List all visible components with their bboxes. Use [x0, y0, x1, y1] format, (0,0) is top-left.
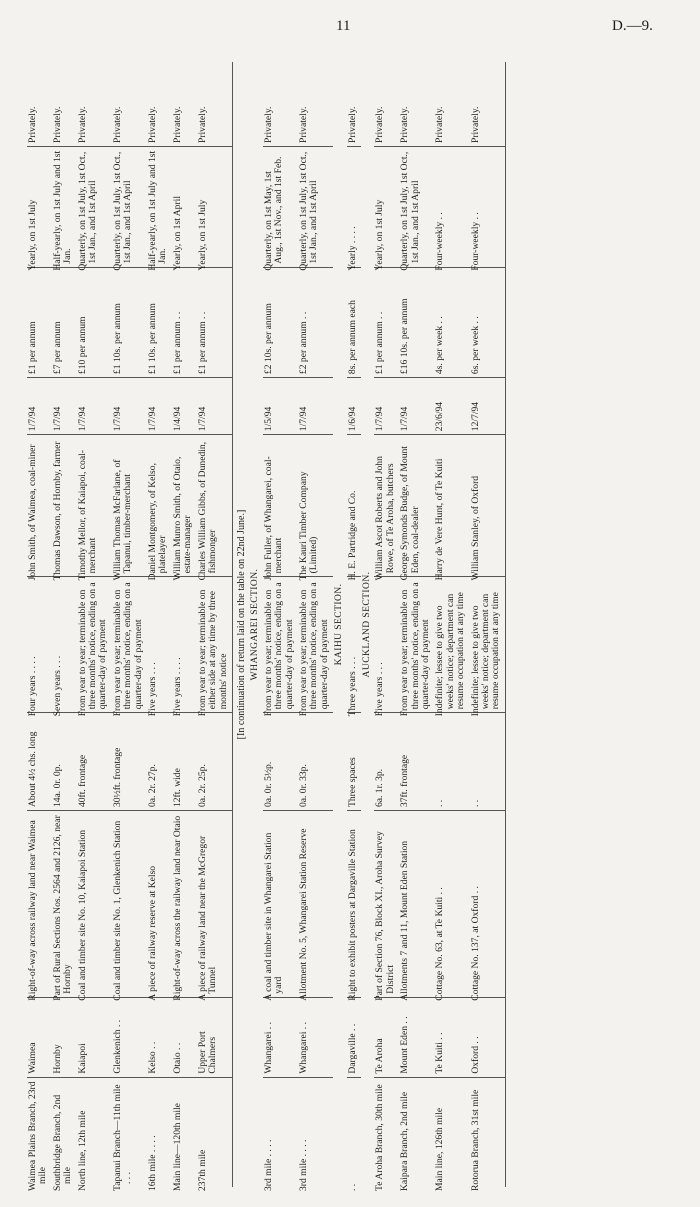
cell-line-mileage: 237th mile [196, 1149, 208, 1191]
cell-lessee: William Ascot Roberts and John Rowe, of Te Aroha, butchers [374, 435, 399, 577]
cell-how-disposed: Privately. [399, 62, 434, 147]
cell-term: Five years . . . [374, 577, 399, 713]
cell-rent: £1 10s. per annum [112, 267, 147, 377]
table-row [347, 62, 361, 1187]
table-bottom-rule [505, 62, 512, 1187]
cell-rent: £1 per annum [27, 267, 52, 377]
cell-lessee: John Fuller, of Whangarei, coal-merchant [263, 435, 298, 577]
cell-station: Glenkenich . . [112, 997, 147, 1077]
cell-payment-terms: Yearly, on 1st July [374, 147, 399, 268]
cell-how-disposed: Privately. [147, 62, 172, 147]
cell-payment-terms: Four-weekly . . [470, 147, 506, 268]
cell-rent: £2 per annum . . [298, 267, 333, 377]
cell-payment-terms: Yearly, on 1st July [27, 147, 52, 268]
cell-area: 0a. 2r. 27p. [147, 713, 172, 811]
cell-rent: £1 per annum . . [374, 267, 399, 377]
cell-lessee: William Thomas McFarlane, of Tapanui, timber-merchant [112, 435, 147, 577]
cell-rent: £16 10s. per annum [399, 267, 434, 377]
cell-how-disposed: Privately. [52, 62, 77, 147]
cell-line-mileage: 3rd mile . . . . [297, 1139, 309, 1191]
cell-station: Te Kuiti . . [434, 997, 469, 1077]
cell-commencement-date: 1/4/94 [172, 378, 197, 435]
cell-area: 12ft. wide [172, 713, 197, 811]
cell-area: . . [470, 713, 506, 811]
cell-area: 0a. 2r. 25p. [197, 713, 233, 811]
cell-rent: £2 10s. per annum [263, 267, 298, 377]
section-heading-text: KAIHU SECTION. [333, 583, 345, 666]
cell-term: From year to year; terminable on three months' notice, ending on a quarter-day of payment [399, 577, 434, 713]
cell-term: Four years . . . . [27, 577, 52, 713]
cell-line-mileage: Main line, 126th mile [434, 1107, 446, 1191]
cell-description: Coal and timber site No. 1, Glenkenich Station [112, 811, 147, 998]
cell-line-mileage: Southbridge Branch, 2nd mile [51, 1094, 74, 1191]
cell-area: 37ft. frontage [399, 713, 434, 811]
cell-station: Hornby [52, 997, 77, 1077]
cell-station: Otaio . . [172, 997, 197, 1077]
cell-term: Five years . . . [147, 577, 172, 713]
cell-description: Part of Section 76, Block XI., Aroha Survey District [374, 811, 399, 998]
cell-how-disposed: Privately. [263, 62, 298, 147]
cell-term: Seven years . . . [52, 577, 77, 713]
cell-description: Cottage No. 63, at Te Kuiti . . [434, 811, 469, 998]
cell-description: A piece of railway land near the McGregor Tunnel [197, 811, 233, 998]
cell-commencement-date: 1/7/94 [147, 378, 172, 435]
cell-description: Cottage No. 137, at Oxford . . [470, 811, 506, 998]
page-number: 11 [336, 18, 351, 34]
cell-line-mileage: 16th mile . . . . [147, 1135, 159, 1191]
cell-payment-terms: Yearly, on 1st April [172, 147, 197, 268]
cell-commencement-date: 1/7/94 [298, 378, 333, 435]
cell-term: From year to year; terminable on three months' notice, ending on a quarter-day of payment [298, 577, 333, 713]
cell-payment-terms: Half-yearly, on 1st July and 1st Jan. [52, 147, 77, 268]
cell-line-mileage: 3rd mile . . . . [262, 1139, 274, 1191]
table-row [77, 62, 112, 1187]
cell-payment-terms: Half-yearly, on 1st July and 1st Jan. [147, 147, 172, 268]
cell-line-mileage: North line, 12th mile [76, 1110, 88, 1191]
cell-station: Waimea [27, 997, 52, 1077]
cell-line-mileage: Waimea Plains Branch, 23rd mile [27, 1081, 49, 1191]
cell-description: Right-of-way across the railway land near Otaio [172, 811, 197, 998]
cell-area: Three spaces [347, 713, 361, 811]
table-row [27, 62, 52, 1187]
cell-lessee: H. E. Partridge and Co. [347, 435, 361, 577]
cell-how-disposed: Privately. [347, 62, 361, 147]
cell-line-mileage: . . [346, 1183, 358, 1191]
cell-term: From year to year; terminable on either side at any time by three months' notice [197, 577, 233, 713]
cell-station: Upper Port Chalmers [197, 997, 233, 1077]
cell-station: Whangarei . . [263, 997, 298, 1077]
table-row [434, 62, 469, 1187]
cell-term: Indefinite; lessee to give two weeks' notice; department can resume occupation at any time [470, 577, 506, 713]
cell-term: Indefinite; lessee to give two weeks' notice; department can resume occupation at any time [434, 577, 469, 713]
cell-how-disposed: Privately. [77, 62, 112, 147]
table-row [147, 62, 172, 1187]
section-heading-text: WHANGAREI SECTION. [249, 568, 261, 681]
cell-area: 0a. 0r. 33p. [298, 713, 333, 811]
cell-payment-terms: Yearly . . . . [347, 147, 361, 268]
rotated-table-container [27, 62, 677, 1191]
cell-rent: 8s. per annum each [347, 267, 361, 377]
cell-rent: £1 per annum . . [172, 267, 197, 377]
cell-description: Right to exhibit posters at Dargaville Station [347, 811, 361, 998]
cell-description: Part of Rural Sections Nos. 2564 and 2126, near Hornby [52, 811, 77, 998]
cell-term: From year to year; terminable on three months' notice, ending on a quarter-day of payment [112, 577, 147, 713]
cell-term: From year to year; terminable on three months' notice, ending on a quarter-day of payment [77, 577, 112, 713]
cell-line-mileage: Rotorua Branch, 31st mile [469, 1089, 481, 1191]
cell-lessee: The Kauri Timber Company (Limited) [298, 435, 333, 577]
cell-line-mileage: Kaipara Branch, 2nd mile [399, 1091, 411, 1191]
continuation-note [232, 62, 249, 1187]
cell-station: Oxford . . [470, 997, 506, 1077]
cell-lessee: Daniel Montgomery, of Kelso, platelayer [147, 435, 172, 577]
cell-rent: 6s. per week . . [470, 267, 506, 377]
cell-commencement-date: 1/7/94 [52, 378, 77, 435]
table-bottom-rule-cell [505, 62, 512, 1187]
cell-station: Kelso . . [147, 997, 172, 1077]
cell-payment-terms: Four-weekly . . [434, 147, 469, 268]
cell-commencement-date: 1/7/94 [197, 378, 233, 435]
cell-description: A coal and timber site in Whangarei Station yard [263, 811, 298, 998]
cell-line-mileage: Te Aroha Branch, 30th mile [374, 1084, 386, 1191]
cell-lessee: William Munro Smith, of Otaio, estate-manager [172, 435, 197, 577]
cell-lessee: John Smith, of Waimea, coal-miner [27, 435, 52, 577]
cell-how-disposed: Privately. [172, 62, 197, 147]
cell-rent: £10 per annum [77, 267, 112, 377]
cell-area: About 4½ chs. long [27, 713, 52, 811]
cell-area: 6a. 1r. 3p. [374, 713, 399, 811]
cell-commencement-date: 23/6/94 [434, 378, 469, 435]
cell-line-mileage: Tapanui Branch—11th mile . . . [111, 1084, 134, 1191]
cell-lessee: William Stanley, of Oxford [470, 435, 506, 577]
section-heading [361, 62, 374, 1187]
cell-lessee: Timothy Mellor, of Kaiapoi, coal-merchant [77, 435, 112, 577]
table-row [197, 62, 233, 1187]
cell-rent: £1 per annum . . [197, 267, 233, 377]
cell-description: Coal and timber site No. 10, Kaiapoi Station [77, 811, 112, 998]
cell-rent: 4s. per week . . [434, 267, 469, 377]
cell-description: Allotment No. 5, Whangarei Station Reserve [298, 811, 333, 998]
cell-station: Te Aroha [374, 997, 399, 1077]
section-heading [249, 62, 262, 1187]
continuation-note-text: [In continuation of return laid on the table on 22nd June.] [232, 62, 249, 1187]
page-reference: D.—9. [612, 18, 653, 34]
cell-how-disposed: Privately. [27, 62, 52, 147]
lease-register-table [27, 62, 512, 1191]
cell-commencement-date: 1/7/94 [77, 378, 112, 435]
cell-station: Kaiapoi [77, 997, 112, 1077]
cell-commencement-date: 1/7/94 [27, 378, 52, 435]
cell-line-mileage: Main line—120th mile [171, 1103, 183, 1191]
cell-description: A piece of railway reserve at Kelso [147, 811, 172, 998]
cell-area: 0a. 0r. 5½p. [263, 713, 298, 811]
cell-how-disposed: Privately. [470, 62, 506, 147]
table-row [470, 62, 506, 1187]
cell-payment-terms: Quarterly, on 1st July, 1st Oct., 1st Jan., and 1st April [112, 147, 147, 268]
cell-term: Five years . . . . [172, 577, 197, 713]
cell-commencement-date: 1/7/94 [112, 378, 147, 435]
cell-rent: £7 per annum [52, 267, 77, 377]
cell-commencement-date: 1/5/94 [263, 378, 298, 435]
cell-rent: £1 10s. per annum [147, 267, 172, 377]
cell-payment-terms: Quarterly, on 1st July, 1st Oct., 1st Jan., and 1st April [399, 147, 434, 268]
cell-area: 40ft. frontage [77, 713, 112, 811]
cell-payment-terms: Quarterly, on 1st July, 1st Oct., 1st Jan., and 1st April [298, 147, 333, 268]
cell-how-disposed: Privately. [112, 62, 147, 147]
cell-how-disposed: Privately. [374, 62, 399, 147]
cell-station: Dargaville . . [347, 997, 361, 1077]
cell-payment-terms: Quarterly, on 1st July, 1st Oct., 1st Jan., and 1st April [77, 147, 112, 268]
cell-station: Mount Eden . . [399, 997, 434, 1077]
table-row [52, 62, 77, 1187]
cell-area: 30½ft. frontage [112, 713, 147, 811]
table-row [399, 62, 434, 1187]
table-row [374, 62, 399, 1187]
cell-commencement-date: 12/7/94 [470, 378, 506, 435]
cell-payment-terms: Quarterly, on 1st May, 1st Aug., 1st Nov., and 1st Feb. [263, 147, 298, 268]
cell-commencement-date: 1/7/94 [374, 378, 399, 435]
cell-area: 14a. 0r. 0p. [52, 713, 77, 811]
cell-commencement-date: 1/7/94 [399, 378, 434, 435]
cell-how-disposed: Privately. [298, 62, 333, 147]
cell-term: From year to year; terminable on three months' notice, ending on a quarter-day of payment [263, 577, 298, 713]
table-row [172, 62, 197, 1187]
cell-lessee: Thomas Dawson, of Hornby, farmer [52, 435, 77, 577]
cell-payment-terms: Yearly, on 1st July [197, 147, 233, 268]
cell-station: Whangarei . . [298, 997, 333, 1077]
table-row [263, 62, 298, 1187]
table-row [112, 62, 147, 1187]
cell-description: Right-of-way across railway land near Waimea [27, 811, 52, 998]
section-heading-text: AUCKLAND SECTION. [360, 571, 372, 678]
cell-lessee: Harry de Vere Hunt, of Te Kuiti [434, 435, 469, 577]
section-heading [333, 62, 346, 1187]
cell-area: . . [434, 713, 469, 811]
cell-commencement-date: 1/6/94 [347, 378, 361, 435]
cell-how-disposed: Privately. [197, 62, 233, 147]
cell-how-disposed: Privately. [434, 62, 469, 147]
table-row [298, 62, 333, 1187]
cell-term: Three years . . . [347, 577, 361, 713]
cell-lessee: George Symonds Budge, of Mount Eden, coal-dealer [399, 435, 434, 577]
cell-description: Allotments 7 and 11, Mount Eden Station [399, 811, 434, 998]
cell-lessee: Charles William Gibbs, of Dunedin, fishmonger [197, 435, 233, 577]
